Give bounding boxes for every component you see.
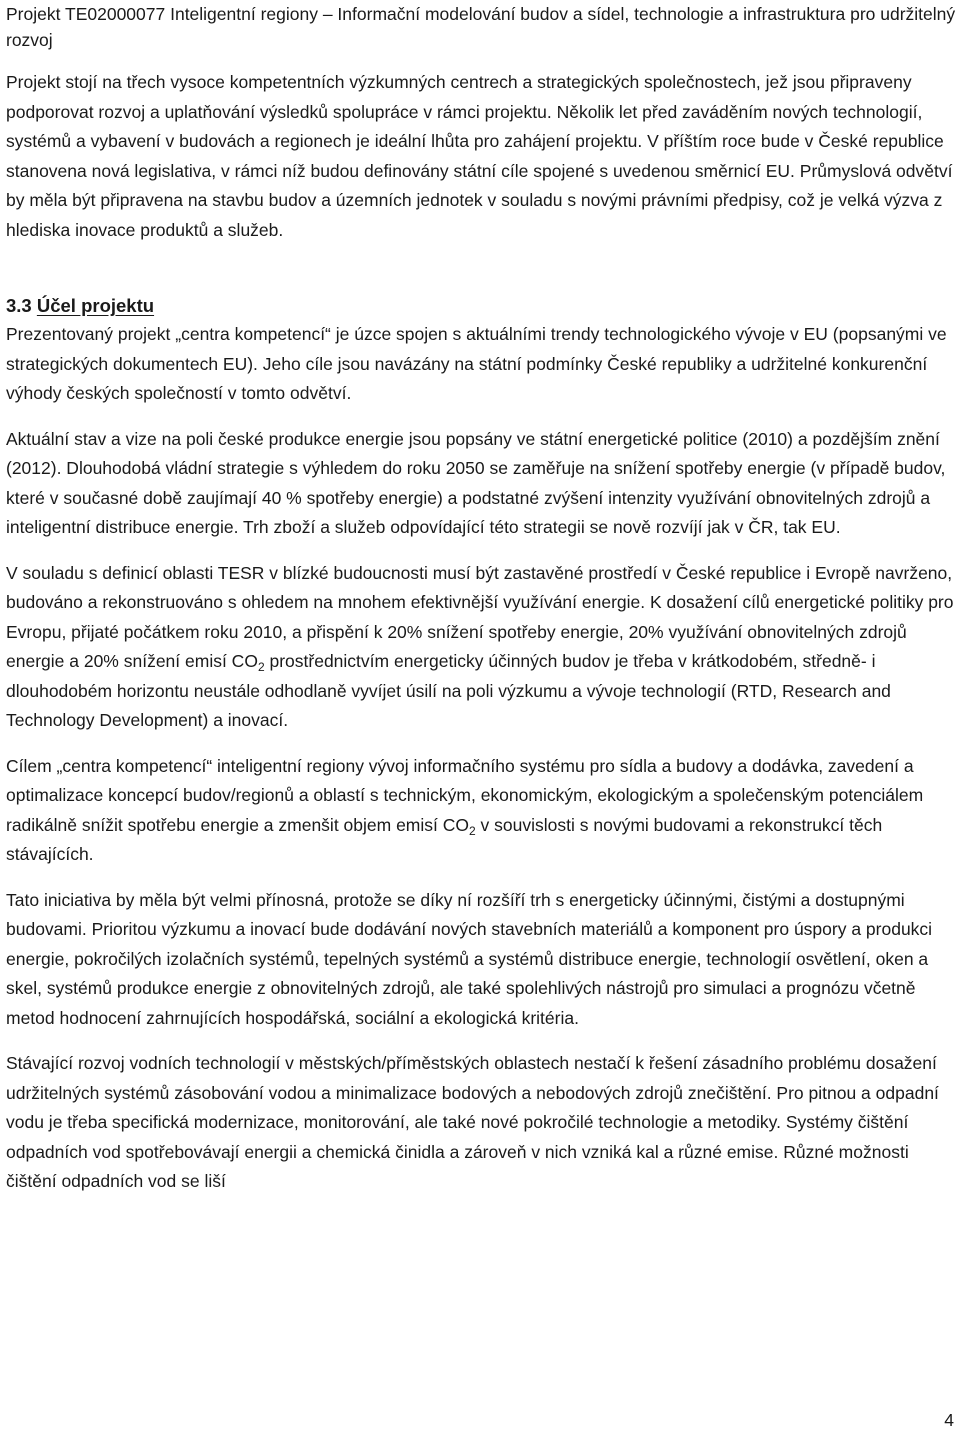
intro-paragraph: Projekt stojí na třech vysoce kompetentních výzkumných centrech a strategických společnostech, jež jsou připraveny podporovat rozvoj a uplatňování výsledků spolupráce v rámci projektu. Několik let před zaváděním nových technologií, systémů a vybavení v budovách a regionech je ideální lhůta pro zahájení projektu. V příštím roce bude v České republice stanovena nová legislativa, v rámci níž budou definovány státní cíle spojené s uvedenou směrnicí EU. Průmyslová odvětví by měla být připravena na stavbu budov a územních jednotek v souladu s novými právními předpisy, což je velká výzva z hlediska inovace produktů a služeb. (6, 72, 953, 240)
section-heading (6, 292, 956, 320)
paragraph-3-text-a: V souladu s definicí oblasti TESR v blízké budoucnosti musí být zastavěné prostředí v České republice i Evropě navrženo, budováno a rekonstruováno s ohledem na mnohem efektivnější využívání energie. K dosažení cílů energetické politiky pro Evropu, přijaté počátkem roku 2010, a přispění k 20% snížení spotřeby energie, 20% využívání obnovitelných zdrojů energie a 20% snížení emisí CO (6, 562, 954, 671)
paragraph-4-text-b: v souvislosti s novými budovami a rekonstrukcí těch stávajících. (6, 814, 883, 864)
paragraph-6: Stávající rozvoj vodních technologií v městských/příměstských oblastech nestačí k řešení zásadního problému dosažení udržitelných systémů zásobování vodou a minimalizace bodových a nebodových zdrojů znečištění. Pro pitnou a odpadní vodu je třeba specifická modernizace, monitorování, ale také nové pokročilé technologie a metodiky. Systémy čištění odpadních vod spotřebovávají energii a chemická činidla a zároveň v nich vzniká kal a různé emise. Různé možnosti čištění odpadních vod se liší (6, 1053, 939, 1191)
project-header: Projekt TE02000077 Inteligentní regiony – Informační modelování budov a sídel, technologie a infrastruktura pro udržitelný rozvoj (6, 4, 956, 50)
page-number: 4 (944, 1410, 954, 1430)
document-page (6, 0, 956, 1197)
paragraph-3-text-b: prostřednictvím energeticky účinných budov je třeba v krátkodobém, středně- i dlouhodobém horizontu neustále odhodlaně vyvíjet úsilí na poli výzkumu a vývoje technologií (RTD, Research and Technology Development) a inovací. (6, 651, 891, 730)
co2-subscript: 2 (469, 823, 476, 838)
paragraph-2: Aktuální stav a vize na poli české produkce energie jsou popsány ve státní energetické politice (2010) a pozdějším znění (2012). Dlouhodobá vládní strategie s výhledem do roku 2050 se zaměřuje na snížení spotřeby energie (v případě budov, které v současné době zaujímají 40 % spotřeby energie) a podstatné zvýšení intenzity využívání obnovitelných zdrojů a inteligentní distribuce energie. Trh zboží a služeb odpovídající této strategii se nově rozvíjí jak v ČR, tak EU. (6, 428, 946, 537)
paragraph-4 (6, 752, 956, 870)
paragraph-4-text-a: Cílem „centra kompetencí“ inteligentní regiony vývoj informačního systému pro sídla a budovy a dodávka, zavedení a optimalizace koncepcí budov/regionů a oblastí s technickým, ekonomickým, ekologickým a společenským potenciálem radikálně snížit spotřebu energie a zmenšit objem emisí CO (6, 755, 924, 835)
paragraph-5: Tato iniciativa by měla být velmi přínosná, protože se díky ní rozšíří trh s energeticky účinnými, čistými a dostupnými budovami. Prioritou výzkumu a inovací bude dodávání nových stavebních materiálů a komponent pro úspory a produkci energie, pokročilých izolačních systémů, tepelných systémů a systémů distribuce energie, technologií osvětlení, oken a skel, systémů produkce energie z obnovitelných zdrojů, ale také spolehlivých nástrojů pro simulaci a prognózu včetně metod hodnocení zahrnujících hospodářská, sociální a ekologická kritéria. (6, 889, 933, 1028)
co2-subscript: 2 (257, 660, 265, 674)
section-number: 3.3 (6, 295, 32, 316)
paragraph-1: Prezentovaný projekt „centra kompetencí“ je úzce spojen s aktuálními trendy technologického vývoje v EU (popsanými ve strategických dokumentech EU). Jeho cíle jsou navázány na státní podmínky České republiky a udržitelné konkurenční výhody českých společností v tomto odvětví. (6, 324, 947, 403)
paragraph-3 (6, 559, 956, 736)
section-title: Účel projektu (36, 295, 155, 316)
